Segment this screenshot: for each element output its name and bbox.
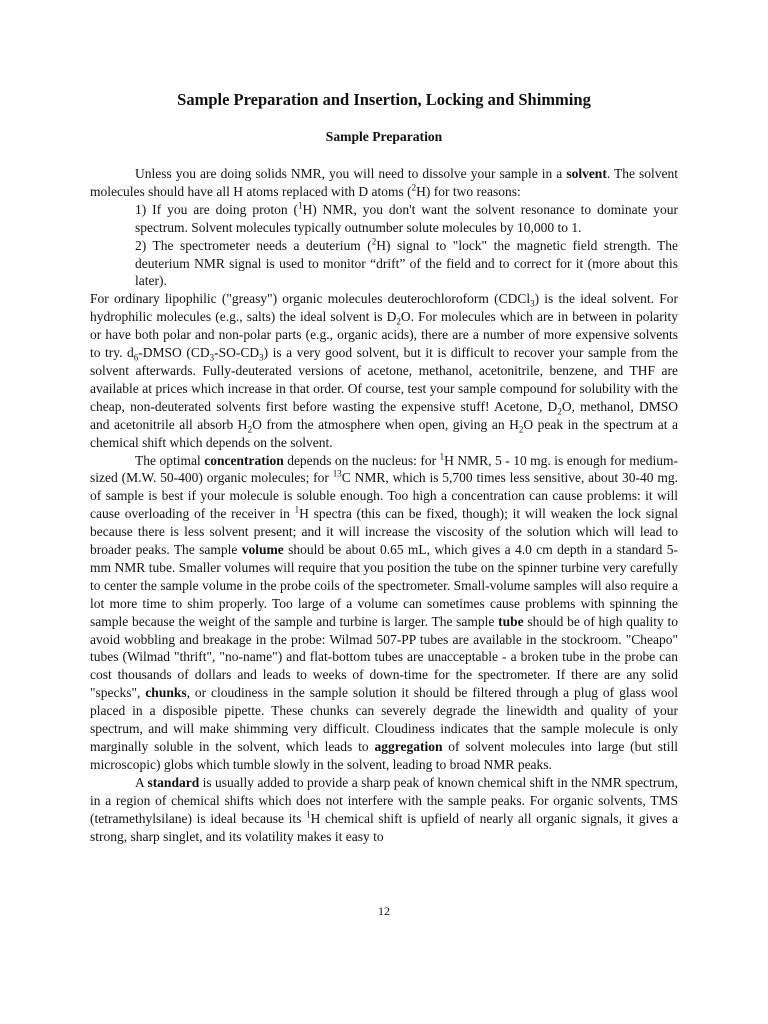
paragraph-concentration: The optimal concentration depends on the nucleus: for $^1$H NMR, 5 - 10 mg. is enough for medium-sized (M.W. 50-400) organic molecules; for $^{13}$C NMR, which is 5,700 times less sensitive, about 30-40 mg. of sample is best if your molecule is soluble enough. Too high a concentration can cause problems: it will cause overloading of the receiver in $^1$H spectra (this can be fixed, though); it will weaken the lock signal because there is less solvent present; and it will increase the viscosity of the solution which will lead to broader peaks. The sample volume should be about 0.65 mL, which gives a 4.0 cm depth in a standard 5-mm NMR tube. Smaller volumes will require that you position the tube on the spinner turbine very carefully to center the sample volume in the probe coils of the spectrometer. Small-volume samples will also require a lot more time to shim properly. Too large of a volume can sometimes cause problems with spinning the sample because the weight of the sample and turbine is larger. The sample tube should be of high quality to avoid wobbling and breakage in the probe: Wilmad 507-PP tubes are available in the stockroom. "Cheapo" tubes (Wilmad "thrift", "no-name") and flat-bottom tubes are unacceptable - a broken tube in the probe can cost thousands of dollars and leads to weeks of down-time for the spectrometer. If there are any solid "specks", chunks, or cloudiness in the sample solution it should be filtered through a plug of glass wool placed in a disposible pipette. These chunks can severely degrade the linewidth and quality of your spectrum, and will make shimming very difficult. Cloudiness indicates that the sample molecule is only marginally soluble in the solvent, which leads to aggregation of solvent molecules into large (but still microscopic) globs which tumble slowly in the solvent, leading to broad NMR peaks.	[90, 451, 679, 772]
paragraph-solvent-intro: Unless you are doing solids NMR, you will need to dissolve your sample in a solvent. The solvent molecules should have all H atoms replaced with D atoms ($^2$H) for two reasons:	[90, 166, 678, 199]
page-number: 12	[378, 904, 390, 918]
body-text	[90, 165, 678, 845]
paragraph-solvent-choice: For ordinary lipophilic ("greasy") organic molecules deuterochloroform (CDCl$_3$) is the ideal solvent. For hydrophilic molecules (e.g., salts) the ideal solvent is $D_2O$. For molecules which are in between in polarity or have both polar and non-polar parts (e.g., organic acids), there are a number of more expensive solvents to try. $d_6$-DMSO $(CD_3-SO-CD_3)$ is a very good solvent, but it is difficult to recover your sample from the solvent afterwards. Fully-deuterated versions of acetone, methanol, acetonitrile, benzene, and THF are available at prices which increase in that order. Of course, test your sample compound for solubility with the cheap, non-deuterated solvents first before wasting the expensive stuff! Acetone, $D_2O$, methanol, DMSO and acetonitrile all absorb $H_2O$ from the atmosphere when open, giving an $H_2O$ peak in the spectrum at a chemical shift which depends on the solvent.	[90, 291, 678, 450]
section-heading: Sample Preparation	[325, 129, 443, 144]
page-title: Sample Preparation and Insertion, Locking and Shimming	[177, 90, 591, 109]
paragraph-standard: A standard is usually added to provide a sharp peak of known chemical shift in the NMR spectrum, in a region of chemical shifts which does not interfere with the sample peaks. For organic solvents, TMS (tetramethylsilane) is ideal because its $^1$H chemical shift is upfield of nearly all organic signals, it gives a strong, sharp singlet, and its volatility makes it easy to	[90, 774, 679, 844]
list-item-reason-1: 1) If you are doing proton ($^1$H) NMR, you don't want the solvent resonance to dominate your spectrum. Solvent molecules typically outnumber solute molecules by 10,000 to 1.	[135, 200, 678, 235]
list-item-reason-2: 2) The spectrometer needs a deuterium ($^2$H) signal to "lock" the magnetic field strength. The deuterium NMR signal is used to monitor “drift” of the field and to correct for it (more about this later).	[135, 236, 678, 289]
